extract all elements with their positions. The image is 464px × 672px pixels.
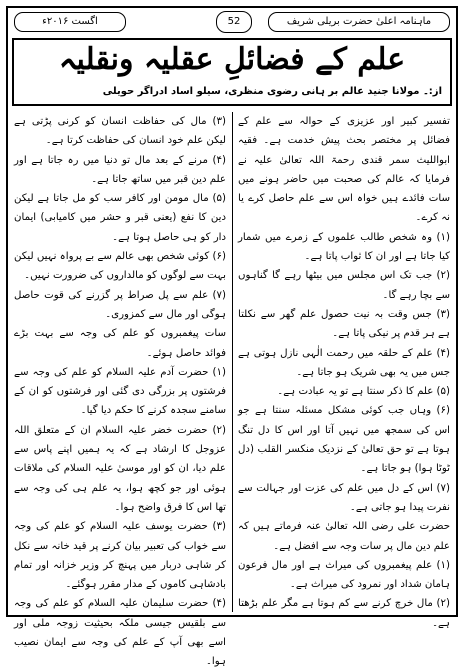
right-column xyxy=(238,112,450,633)
paragraph: سات پیغمبروں کو علم کی وجہ سے بہت بڑے فوائد حاصل ہوئے۔ xyxy=(14,328,226,359)
column-divider xyxy=(232,112,233,612)
paragraph: (۴) علم کے حلقہ میں رحمت الٰہی نازل ہوتی ہے جس میں یہ بھی شریک ہو جاتا ہے۔ xyxy=(238,347,450,378)
paragraph: (۲) جب تک اس مجلس میں بیٹھا رہے گا گناہوں سے بچا رہے گا۔ xyxy=(238,270,450,301)
paragraph: (۳) مال کی حفاظت انسان کو کرنی پڑتی ہے لیکن علم خود انسان کی حفاظت کرتا ہے۔ xyxy=(14,116,226,147)
magazine-name: ماہنامہ اعلیٰ حضرت بریلی شریف xyxy=(268,12,450,32)
paragraph: (۵) مال مومن اور کافر سب کو مل جاتا ہے لیکن دین کا نفع (یعنی قبر و حشر میں کامیابی) ایمان دار کو ہی حاصل ہوتا ہے۔ xyxy=(14,193,226,243)
paragraph: (۱) علم پیغمبروں کی میراث ہے اور مال فرعون ہامان شداد اور نمرود کی میراث ہے۔ xyxy=(238,559,450,591)
page-header xyxy=(8,8,456,36)
page-number: 52 xyxy=(216,11,252,33)
paragraph: تفسیر کبیر اور عزیزی کے حوالہ سے علم کے فضائل پر مختصر بحث پیش خدمت ہے۔ فقیہ ابواللیث سمر قندی رحمۃ اللہ تعالیٰ علیہ نے فرمایا کہ عالم کی صحبت میں حاضر ہونے میں سات فائدے ہیں خواہ اس سے علم حاصل کرے یا نہ کرے۔ xyxy=(238,116,450,224)
page-frame xyxy=(6,6,458,668)
paragraph: حضرت علی رضی اللہ تعالیٰ عنہ فرماتے ہیں کہ علم دین مال پر سات وجہ سے افضل ہے۔ xyxy=(238,521,450,552)
article-title: علم کے فضائلِ عقلیہ ونقلیہ xyxy=(58,42,406,77)
paragraph: (۳) جس وقت بہ نیت حصول علم گھر سے نکلتا ہے ہر قدم پر نیکی پاتا ہے۔ xyxy=(238,308,450,340)
title-box xyxy=(12,38,452,106)
paragraph: (۱) حضرت آدم علیہ السلام کو علم کی وجہ سے فرشتوں پر بزرگی دی گئی اور فرشتوں کو ان کے سامنے سجدہ کرنے کا حکم دیا گیا۔ xyxy=(14,366,226,417)
paragraph: (۷) علم سے پل صراط پر گزرنے کی قوت حاصل ہوگی اور مال سے کمزوری۔ xyxy=(14,289,226,320)
paragraph: (۲) مال خرچ کرنے سے کم ہوتا ہے مگر علم بڑھتا ہے۔ xyxy=(238,598,450,629)
paragraph: (۶) کوئی شخص بھی عالم سے بے پرواہ نہیں لیکن بہت سے لوگوں کو مالداروں کی ضرورت نہیں۔ xyxy=(14,251,226,282)
paragraph: (۴) مرنے کے بعد مال تو دنیا میں رہ جاتا ہے اور علم دین قبر میں ساتھ جاتا ہے۔ xyxy=(14,154,226,185)
left-column xyxy=(14,112,226,672)
paragraph: (۴) حضرت سلیمان علیہ السلام کو علم کی وجہ سے بلقیس جیسی ملکہ بحیثیت زوجہ ملی اور اسے بھی آپ کے علم کی وجہ سے ایمان نصیب ہوا۔ xyxy=(14,598,226,668)
issue-date: اگست ۲۰۱۶ء xyxy=(14,12,126,32)
paragraph: (۵) علم کا ذکر سنتا ہے تو یہ عبادت ہے۔ xyxy=(277,386,450,398)
paragraph: (۱) وہ شخص طالب علموں کے زمرے میں شمار کیا جاتا ہے اور ان کا ثواب پاتا ہے۔ xyxy=(238,231,450,263)
paragraph: (۶) وہاں جب کوئی مشکل مسئلہ سنتا ہے جو اس کی سمجھ میں نہیں آتا اور اس کا دل تنگ ہوتا ہے تو حق تعالیٰ کے نزدیک منکسر القلب (دل ٹوٹا ہوا) ہو جاتا ہے۔ xyxy=(238,405,450,475)
paragraph: (۷) اس کے دل میں علم کی عزت اور جہالت سے نفرت پیدا ہو جاتی ہے۔ xyxy=(238,482,450,513)
paragraph: (۳) حضرت یوسف علیہ السلام کو علم کی وجہ سے خواب کی تعبیر بیان کرنے پر قید خانہ سے نکل کر شاہی دربار میں پہنچ کر وزیر خزانہ اور تمام بادشاہی کاموں کے مدار مقرر ہوگئے۔ xyxy=(14,521,226,591)
paragraph: (۲) حضرت خضر علیہ السلام ان کے متعلق اللہ عزوجل کا ارشاد ہے کہ یہ ہمیں اپنے پاس سے علم دیا، ان کو اور موسیٰ علیہ السلام کی ملاقات ہوئی اور جو کچھ ہوا، یہ علم ہی کی وجہ سے تھا اس کا فرق واضح ہوا۔ xyxy=(14,424,226,513)
article-author: از:۔ مولانا جنید عالم بر ہانی رضوی منظری، سیلو اساد ادراگر حویلی xyxy=(102,86,442,97)
